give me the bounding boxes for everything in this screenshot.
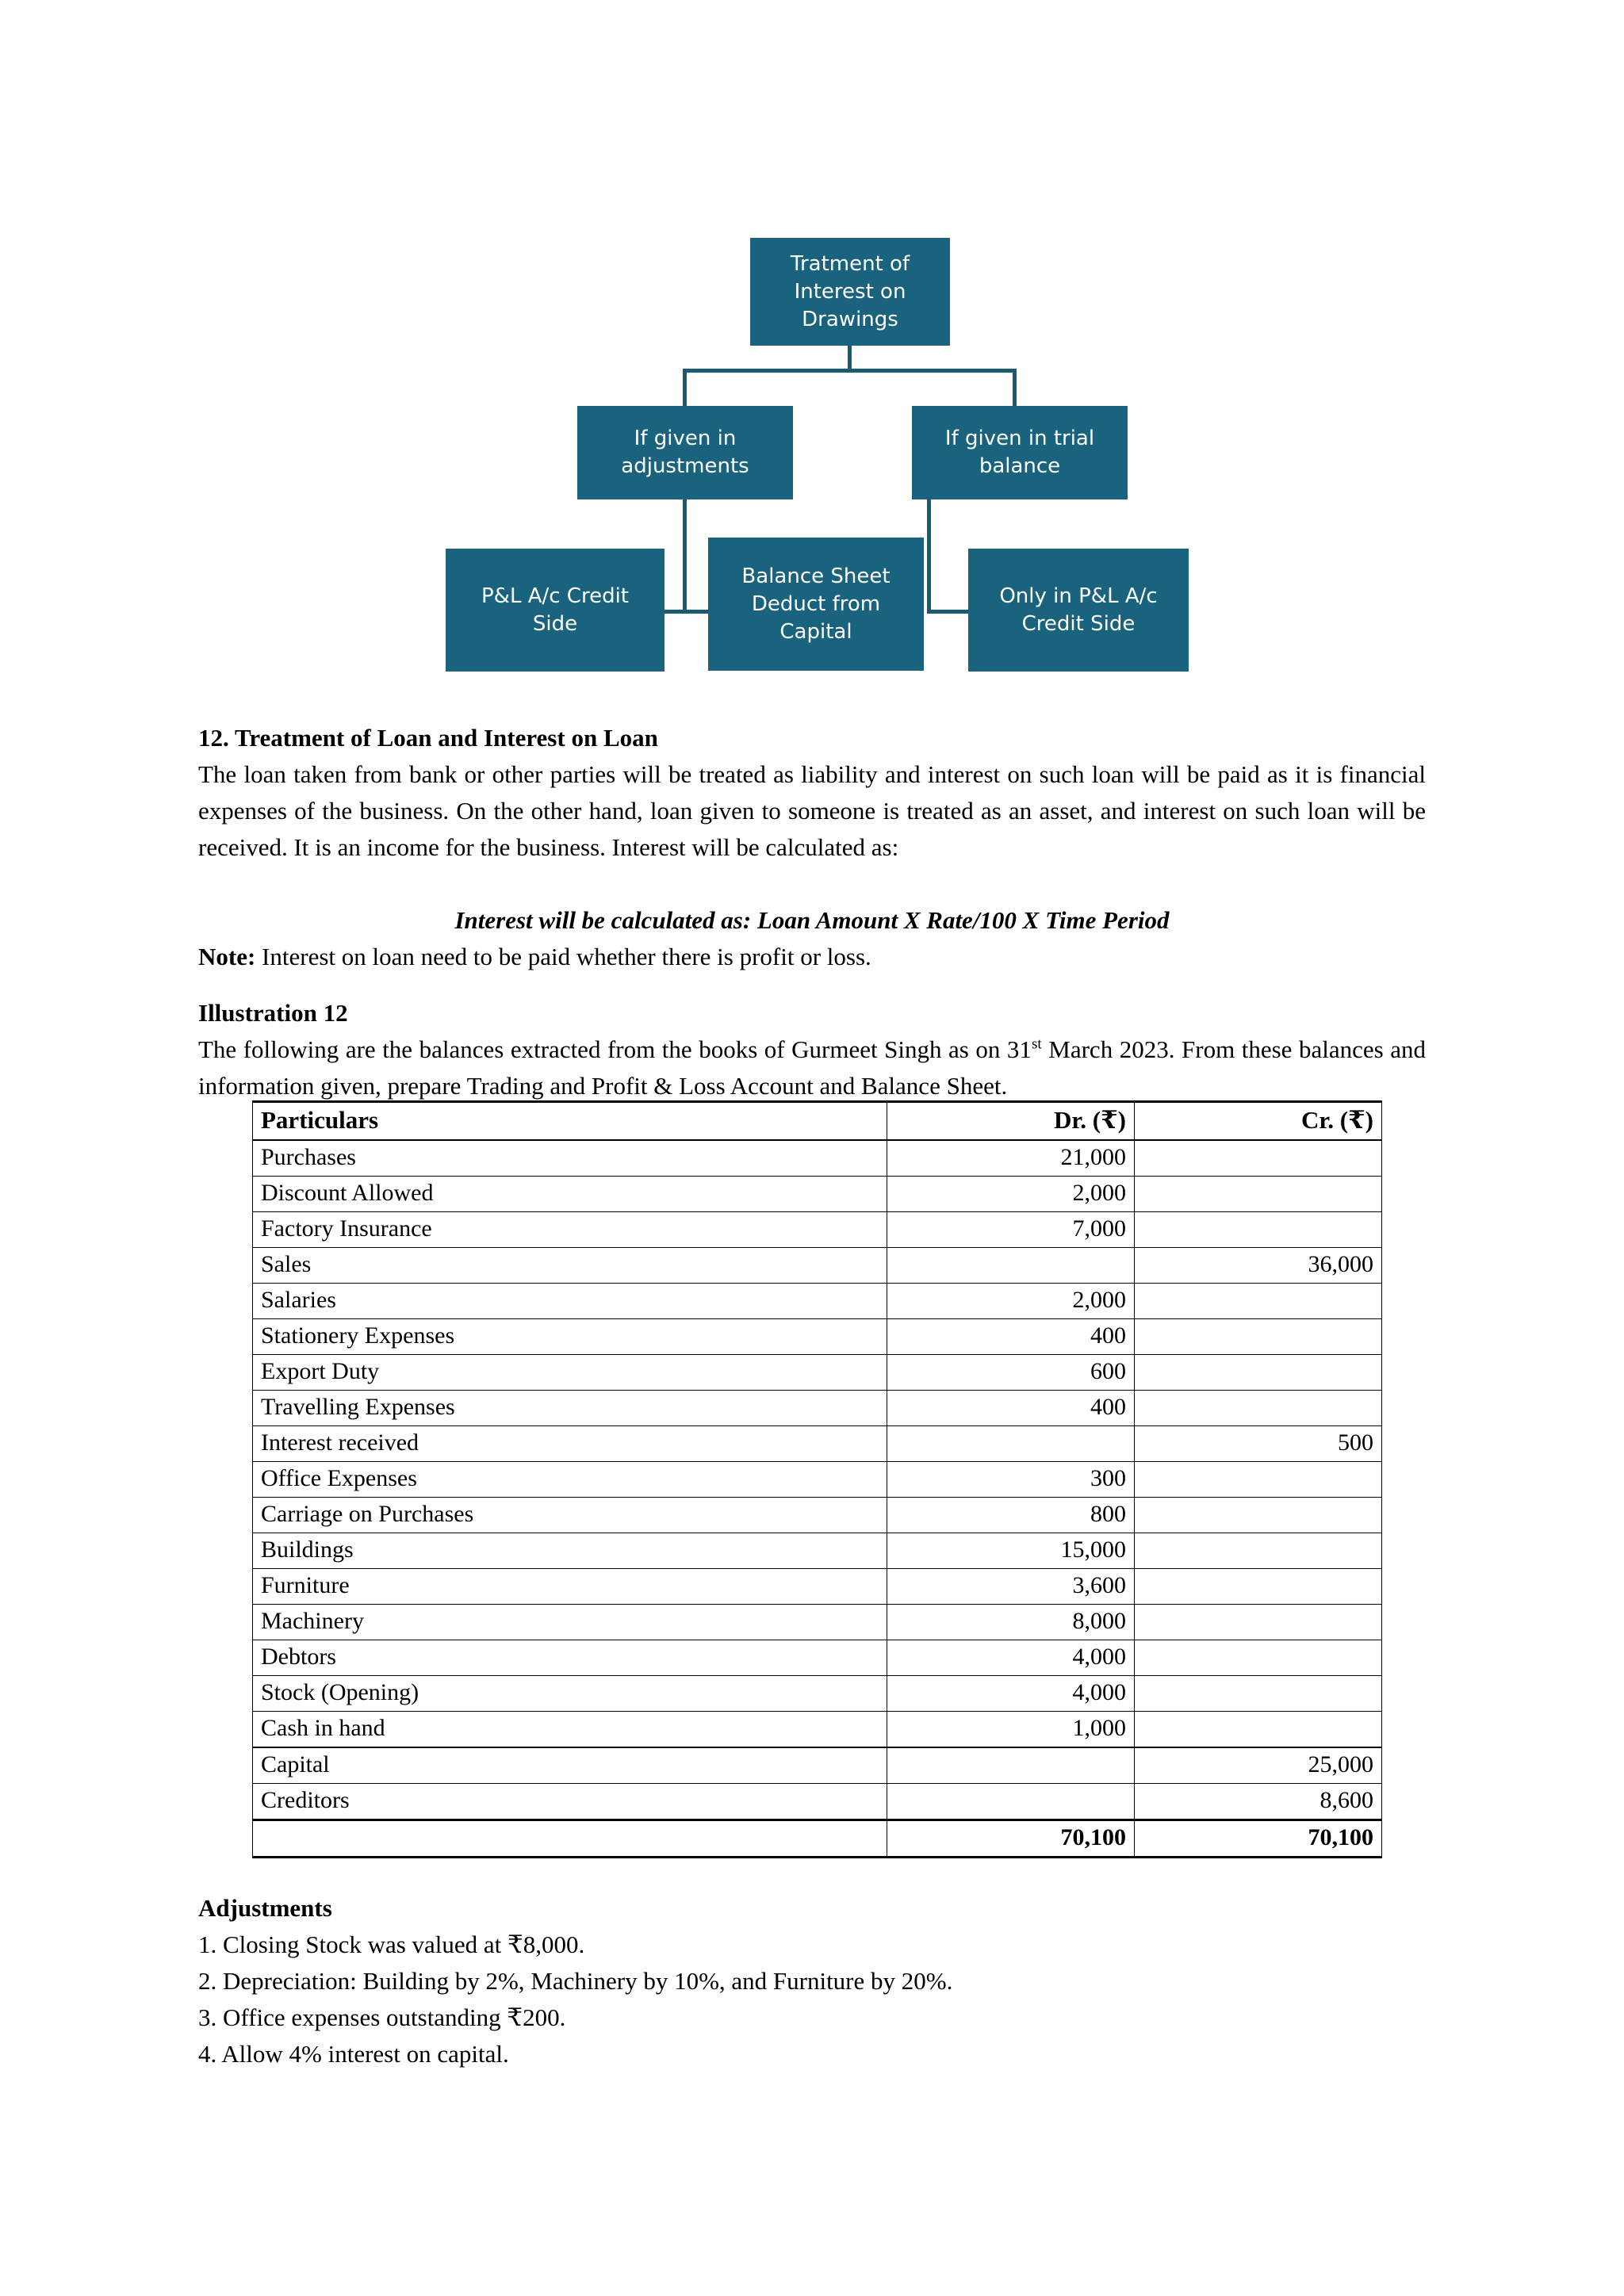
cell-particulars: Export Duty bbox=[253, 1355, 887, 1391]
cell-cr bbox=[1135, 1676, 1382, 1712]
cell-particulars: Stock (Opening) bbox=[253, 1676, 887, 1712]
cell-cr bbox=[1135, 1712, 1382, 1748]
interest-formula: Interest will be calculated as: Loan Amount X Rate/100 X Time Period bbox=[454, 906, 1170, 934]
cell-particulars: Purchases bbox=[253, 1140, 887, 1177]
table-total-row bbox=[253, 1820, 1382, 1858]
table-row bbox=[253, 1319, 1382, 1355]
table-row bbox=[253, 1140, 1382, 1177]
section-12-heading: 12. Treatment of Loan and Interest on Loan bbox=[198, 724, 658, 752]
cell-particulars: Salaries bbox=[253, 1284, 887, 1319]
cell-cr bbox=[1135, 1284, 1382, 1319]
adjustments-section bbox=[198, 1890, 1426, 2072]
cell-particulars: Carriage on Purchases bbox=[253, 1498, 887, 1533]
section-12-paragraph: The loan taken from bank or other parties will be treated as liability and interest on such loan will be paid as it is financial expenses of the business. On the other hand, loan given to someone is treated as an asset, and interest on such loan will be received. It is an income for the business. Interest will be calculated as: bbox=[198, 760, 1426, 861]
table-header-row bbox=[253, 1102, 1382, 1141]
cell-cr bbox=[1135, 1462, 1382, 1498]
cell-cr bbox=[1135, 1605, 1382, 1640]
leaf2-line-3: Capital bbox=[779, 619, 852, 644]
connector-bar-to-right-branch bbox=[1013, 369, 1017, 407]
cell-particulars: Machinery bbox=[253, 1605, 887, 1640]
table-row bbox=[253, 1605, 1382, 1640]
cell-particulars: Buildings bbox=[253, 1533, 887, 1569]
branch-right-label bbox=[917, 425, 1123, 480]
cell-particulars: Furniture bbox=[253, 1569, 887, 1605]
cell-cr bbox=[1135, 1355, 1382, 1391]
table-row bbox=[253, 1533, 1382, 1569]
leaf1-line-2: Side bbox=[532, 611, 578, 636]
cell-cr: 25,000 bbox=[1135, 1747, 1382, 1784]
table-row bbox=[253, 1248, 1382, 1284]
flowchart-node-only-in-pl-ac-credit-side bbox=[968, 549, 1189, 672]
connector-root-stem bbox=[848, 344, 852, 371]
cell-cr bbox=[1135, 1498, 1382, 1533]
trial-balance-table-wrapper bbox=[252, 1100, 1381, 1858]
table-row bbox=[253, 1569, 1382, 1605]
cell-particulars: Interest received bbox=[253, 1426, 887, 1462]
cell-dr bbox=[887, 1784, 1135, 1820]
cell-dr: 800 bbox=[887, 1498, 1135, 1533]
cell-dr: 15,000 bbox=[887, 1533, 1135, 1569]
table-body bbox=[253, 1140, 1382, 1858]
connector-right-leaf3-link bbox=[927, 610, 968, 614]
illustration-intro bbox=[198, 1031, 1426, 1104]
leaf2-line-2: Deduct from bbox=[751, 591, 881, 616]
table-row bbox=[253, 1212, 1382, 1248]
cell-dr: 400 bbox=[887, 1319, 1135, 1355]
adjustment-item-4: 4. Allow 4% interest on capital. bbox=[198, 2040, 509, 2068]
connector-right-branch-drop bbox=[927, 497, 931, 612]
flowchart-node-if-given-in-adjustments bbox=[577, 406, 793, 499]
branch-right-line-1: If given in trial bbox=[944, 427, 1095, 450]
table-row bbox=[253, 1676, 1382, 1712]
note-label: Note: bbox=[198, 943, 256, 970]
cell-cr bbox=[1135, 1640, 1382, 1676]
cell-cr: 8,600 bbox=[1135, 1784, 1382, 1820]
cell-particulars: Travelling Expenses bbox=[253, 1391, 887, 1426]
flowchart-treatment-of-interest-on-drawings bbox=[0, 0, 1624, 714]
branch-left-label bbox=[582, 425, 788, 480]
cell-total-cr: 70,100 bbox=[1135, 1820, 1382, 1858]
flowchart-node-balance-sheet-deduct-from-capital bbox=[708, 538, 924, 671]
cell-particulars: Creditors bbox=[253, 1784, 887, 1820]
cell-total-dr: 70,100 bbox=[887, 1820, 1135, 1858]
connector-horizontal-bar bbox=[683, 369, 1017, 373]
leaf2-line-1: Balance Sheet bbox=[741, 564, 891, 588]
leaf1-label bbox=[450, 583, 660, 638]
table-row bbox=[253, 1747, 1382, 1784]
adjustment-item-2: 2. Depreciation: Building by 2%, Machinery by 10%, and Furniture by 20%. bbox=[198, 1967, 953, 1995]
note-text: Interest on loan need to be paid whether there is profit or loss. bbox=[262, 943, 871, 970]
cell-dr: 600 bbox=[887, 1355, 1135, 1391]
cell-dr: 3,600 bbox=[887, 1569, 1135, 1605]
column-header-cr: Cr. (₹) bbox=[1135, 1102, 1382, 1141]
cell-dr bbox=[887, 1747, 1135, 1784]
cell-particulars: Stationery Expenses bbox=[253, 1319, 887, 1355]
flowchart-node-root bbox=[750, 238, 950, 346]
cell-particulars: Debtors bbox=[253, 1640, 887, 1676]
leaf2-label bbox=[713, 563, 919, 646]
root-line-2: Interest on bbox=[794, 279, 906, 304]
connector-bar-to-left-branch bbox=[683, 369, 687, 407]
connector-left-leaf2-link bbox=[683, 610, 708, 614]
ordinal-suffix: st bbox=[1031, 1035, 1042, 1053]
table-row bbox=[253, 1355, 1382, 1391]
cell-dr bbox=[887, 1426, 1135, 1462]
cell-dr: 2,000 bbox=[887, 1284, 1135, 1319]
cell-particulars: Discount Allowed bbox=[253, 1177, 887, 1212]
cell-dr: 300 bbox=[887, 1462, 1135, 1498]
leaf1-line-1: P&L A/c Credit bbox=[481, 584, 629, 608]
adjustment-item-1: 1. Closing Stock was valued at ₹8,000. bbox=[198, 1931, 585, 1958]
cell-particulars: Office Expenses bbox=[253, 1462, 887, 1498]
illustration-intro-part2: March 2023. From these balances and information given, prepare Trading and Profit & Loss Account and Balance Sheet. bbox=[198, 1035, 1426, 1100]
cell-particulars: Factory Insurance bbox=[253, 1212, 887, 1248]
cell-dr: 7,000 bbox=[887, 1212, 1135, 1248]
cell-dr: 4,000 bbox=[887, 1676, 1135, 1712]
cell-cr bbox=[1135, 1533, 1382, 1569]
branch-left-line-2: adjustments bbox=[621, 454, 749, 478]
cell-particulars: Sales bbox=[253, 1248, 887, 1284]
root-line-3: Drawings bbox=[802, 307, 898, 331]
table-row bbox=[253, 1784, 1382, 1820]
table-row bbox=[253, 1712, 1382, 1748]
leaf3-line-2: Credit Side bbox=[1021, 611, 1136, 636]
flowchart-node-if-given-in-trial-balance bbox=[912, 406, 1128, 499]
cell-dr bbox=[887, 1248, 1135, 1284]
table-row bbox=[253, 1462, 1382, 1498]
connector-left-branch-drop bbox=[683, 497, 687, 612]
flowchart-node-root-label bbox=[755, 251, 945, 334]
trial-balance-table bbox=[252, 1100, 1382, 1858]
flowchart-node-pl-ac-credit-side bbox=[446, 549, 665, 672]
illustration-heading: Illustration 12 bbox=[198, 999, 348, 1027]
cell-cr bbox=[1135, 1569, 1382, 1605]
table-row bbox=[253, 1498, 1382, 1533]
leaf3-label bbox=[973, 583, 1184, 638]
branch-left-line-1: If given in bbox=[634, 427, 737, 450]
table-row bbox=[253, 1177, 1382, 1212]
branch-right-line-2: balance bbox=[979, 454, 1061, 478]
cell-cr bbox=[1135, 1212, 1382, 1248]
table-row bbox=[253, 1391, 1382, 1426]
cell-particulars: Capital bbox=[253, 1747, 887, 1784]
leaf3-line-1: Only in P&L A/c bbox=[999, 584, 1158, 608]
root-line-1: Tratment of bbox=[790, 251, 910, 276]
column-header-particulars: Particulars bbox=[253, 1102, 887, 1141]
cell-cr bbox=[1135, 1319, 1382, 1355]
cell-dr: 4,000 bbox=[887, 1640, 1135, 1676]
cell-total-particulars bbox=[253, 1820, 887, 1858]
cell-cr bbox=[1135, 1177, 1382, 1212]
cell-dr: 400 bbox=[887, 1391, 1135, 1426]
cell-cr: 500 bbox=[1135, 1426, 1382, 1462]
cell-particulars: Cash in hand bbox=[253, 1712, 887, 1748]
cell-cr bbox=[1135, 1140, 1382, 1177]
table-row bbox=[253, 1426, 1382, 1462]
cell-dr: 2,000 bbox=[887, 1177, 1135, 1212]
cell-dr: 1,000 bbox=[887, 1712, 1135, 1748]
table-row bbox=[253, 1284, 1382, 1319]
column-header-dr: Dr. (₹) bbox=[887, 1102, 1135, 1141]
cell-dr: 8,000 bbox=[887, 1605, 1135, 1640]
adjustments-title: Adjustments bbox=[198, 1894, 332, 1922]
section-12-note bbox=[198, 939, 1426, 975]
illustration-intro-part1: The following are the balances extracted from the books of Gurmeet Singh as on 31 bbox=[198, 1035, 1032, 1063]
cell-cr bbox=[1135, 1391, 1382, 1426]
table-row bbox=[253, 1640, 1382, 1676]
adjustment-item-3: 3. Office expenses outstanding ₹200. bbox=[198, 2003, 566, 2031]
cell-dr: 21,000 bbox=[887, 1140, 1135, 1177]
cell-cr: 36,000 bbox=[1135, 1248, 1382, 1284]
